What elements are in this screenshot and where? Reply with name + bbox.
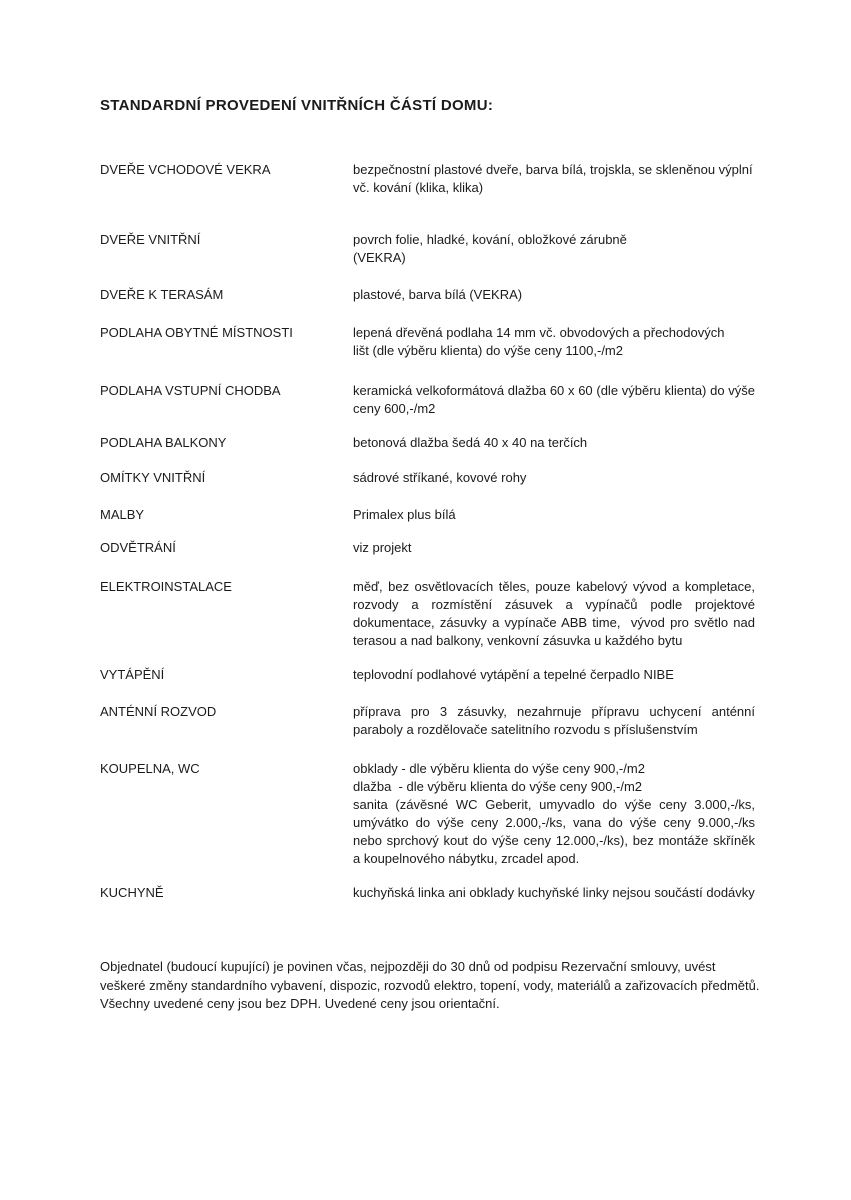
spec-row-podlaha-obytne — [100, 324, 755, 360]
spec-label: ANTÉNNÍ ROZVOD — [100, 704, 217, 719]
spec-paragraph: betonová dlažba šedá 40 x 40 na terčích — [353, 435, 588, 450]
spec-paragraph: dlažba - dle výběru klienta do výše ceny 900,-/m2 — [353, 779, 643, 794]
document-title: STANDARDNÍ PROVEDENÍ VNITŘNÍCH ČÁSTÍ DOMU: — [100, 97, 494, 114]
spec-paragraph: sanita (závěsné WC Geberit, umyvadlo do výše ceny 3.000,-/ks, umývátko do výše ceny 2.000,-/ks, vana do výše ceny 9.000,-/ks nebo sprchový kout do výše ceny 12.000,-/ks), bez montáže skříněk a koupelnového nábytku, zrcadel apod. — [353, 797, 755, 866]
spec-paragraph: Primalex plus bílá — [353, 507, 456, 522]
spec-label: ODVĚTRÁNÍ — [100, 540, 176, 555]
spec-paragraph: sádrové stříkané, kovové rohy — [353, 470, 527, 485]
footer-line: Objednatel (budoucí kupující) je povinen včas, nejpozději do 30 dnů od podpisu Rezervační smlouvy, uvést — [100, 959, 716, 974]
spec-value — [353, 231, 755, 267]
spec-label: DVEŘE K TERASÁM — [100, 287, 224, 302]
spec-paragraph: keramická velkoformátová dlažba 60 x 60 (dle výběru klienta) do výše ceny 600,-/m2 — [353, 383, 755, 416]
spec-value — [353, 703, 755, 739]
spec-paragraph: lepená dřevěná podlaha 14 mm vč. obvodových a přechodových — [353, 325, 725, 340]
spec-label: VYTÁPĚNÍ — [100, 667, 165, 682]
spec-value — [353, 884, 755, 902]
spec-row-dvere-vnitrni — [100, 231, 755, 267]
spec-label: DVEŘE VCHODOVÉ VEKRA — [100, 162, 271, 177]
spec-row-koupelna-wc — [100, 760, 755, 868]
spec-row-malby — [100, 506, 755, 524]
spec-label: DVEŘE VNITŘNÍ — [100, 232, 201, 247]
spec-paragraph: příprava pro 3 zásuvky, nezahrnuje přípravu uchycení anténní paraboly a rozdělovače satelitního rozvodu s příslušenstvím — [353, 704, 755, 737]
footer-line: Všechny uvedené ceny jsou bez DPH. Uvedené ceny jsou orientační. — [100, 996, 500, 1011]
spec-row-dvere-k-terasam — [100, 286, 755, 304]
spec-label: ELEKTROINSTALACE — [100, 579, 232, 594]
spec-row-antenni-rozvod — [100, 703, 755, 739]
spec-row-elektroinstalace — [100, 578, 759, 650]
spec-value — [353, 469, 755, 487]
spec-value — [353, 578, 759, 650]
spec-label: PODLAHA BALKONY — [100, 435, 227, 450]
spec-value — [353, 506, 755, 524]
spec-paragraph: povrch folie, hladké, kování, obložkové zárubně — [353, 232, 627, 247]
spec-value — [353, 666, 755, 684]
spec-value — [353, 760, 755, 868]
spec-paragraph: měď, bez osvětlovacích těles, pouze kabelový vývod a kompletace, rozvody a rozmístění zásuvek a vypínačů podle projektové dokumentace, zásuvky a vypínače ABB time, vývod pro světlo nad terasou a nad balkony, venkovní zásuvka u každého bytu — [353, 579, 759, 648]
spec-paragraph: (VEKRA) — [353, 250, 406, 265]
spec-row-odvetrani — [100, 539, 755, 557]
spec-paragraph: viz projekt — [353, 540, 412, 555]
spec-label: KUCHYNĚ — [100, 885, 164, 900]
spec-value — [353, 324, 755, 360]
spec-row-omitky — [100, 469, 755, 487]
spec-paragraph: bezpečnostní plastové dveře, barva bílá, trojskla, se skleněnou výplní — [353, 162, 753, 177]
spec-paragraph: obklady - dle výběru klienta do výše ceny 900,-/m2 — [353, 761, 645, 776]
spec-row-vytapeni — [100, 666, 755, 684]
spec-paragraph: kuchyňská linka ani obklady kuchyňské linky nejsou součástí dodávky — [353, 885, 755, 900]
spec-row-podlaha-chodba — [100, 382, 755, 418]
spec-value — [353, 161, 755, 197]
spec-label: PODLAHA OBYTNÉ MÍSTNOSTI — [100, 325, 293, 340]
footer-note — [100, 958, 780, 1014]
spec-label: MALBY — [100, 507, 145, 522]
footer-line: veškeré změny standardního vybavení, dispozic, rozvodů elektro, topení, vody, materiálů a zařizovacích předmětů. — [100, 977, 760, 993]
spec-value — [353, 434, 755, 452]
spec-label: KOUPELNA, WC — [100, 761, 200, 776]
spec-paragraph: vč. kování (klika, klika) — [353, 180, 484, 195]
spec-value — [353, 382, 755, 418]
spec-value — [353, 539, 755, 557]
spec-row-dvere-vchodove — [100, 161, 755, 197]
spec-label: PODLAHA VSTUPNÍ CHODBA — [100, 383, 281, 398]
spec-paragraph: plastové, barva bílá (VEKRA) — [353, 287, 523, 302]
spec-row-kuchyne — [100, 884, 755, 902]
spec-label: OMÍTKY VNITŘNÍ — [100, 470, 206, 485]
spec-paragraph: lišt (dle výběru klienta) do výše ceny 1100,-/m2 — [353, 343, 623, 358]
spec-row-podlaha-balkony — [100, 434, 755, 452]
spec-value — [353, 286, 755, 304]
spec-paragraph: teplovodní podlahové vytápění a tepelné čerpadlo NIBE — [353, 667, 674, 682]
